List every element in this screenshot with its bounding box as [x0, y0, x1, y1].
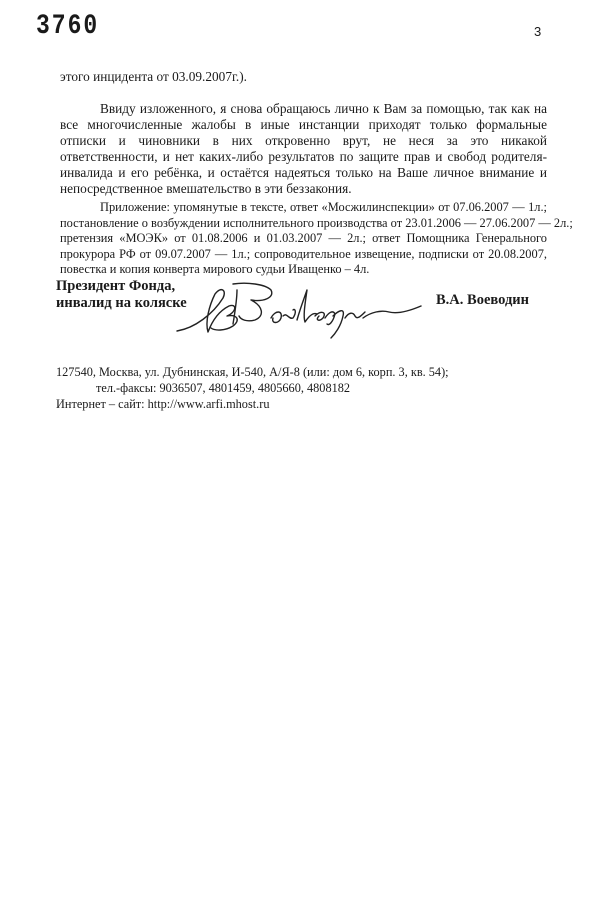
- paragraph-attachments: [60, 200, 573, 278]
- phone-fax: тел.-факсы: 9036507, 4801459, 4805660, 4808182: [96, 381, 351, 395]
- paragraph-line: все многочисленные жалобы в иные инстанции приходят только формальные: [60, 117, 547, 132]
- contact-block: [56, 364, 449, 412]
- paragraph-line: отписки и чиновники в них откровенно врут, не неся за это никакой: [60, 133, 547, 148]
- paragraph-line: инвалида и его ребёнка, и остаётся надеяться только на Ваше личное внимание и: [60, 165, 547, 180]
- paragraph-line: ответственности, и нет каких-либо результатов по защите прав и свобод родителя-: [60, 149, 547, 164]
- signatory-title-line: Президент Фонда,: [56, 278, 176, 294]
- postal-address: 127540, Москва, ул. Дубнинская, И-540, А/Я-8 (или: дом 6, корп. 3, кв. 54);: [56, 365, 449, 379]
- website: Интернет – сайт: http://www.arfi.mhost.ru: [56, 397, 270, 411]
- paragraph-request: [60, 101, 547, 197]
- attachment-line: прокурора РФ от 09.07.2007 — 1л.; сопроводительное извещение, подписки от 20.08.2007,: [60, 246, 547, 261]
- handwritten-signature: [175, 276, 430, 346]
- signatory-name: В.А. Воеводин: [436, 292, 529, 308]
- attachment-line: Приложение: упомянутые в тексте, ответ «Мосжилинспекции» от 07.06.2007 — 1л.;: [100, 200, 547, 214]
- signatory-title: [56, 278, 187, 312]
- page-number: 3: [534, 24, 542, 39]
- paragraph-line: Ввиду изложенного, я снова обращаюсь лично к Вам за помощью, так как на: [100, 101, 547, 116]
- lead-line: этого инцидента от 03.09.2007г.).: [60, 69, 248, 84]
- paragraph-line: непосредственное вмешательство в эти беззакония.: [60, 181, 352, 196]
- attachment-line: претензия «МОЭК» от 01.08.2006 и 01.03.2007 — 2л.; ответ Помощника Генерального: [60, 231, 547, 245]
- attachment-line: постановление о возбуждении исполнительного производства от 23.01.2006 — 27.06.2007 — 2л.;: [60, 215, 573, 230]
- attachment-line: повестка и копия конверта мирового судьи Иващенко – 4л.: [60, 262, 370, 276]
- signatory-title-line: инвалид на коляске: [56, 295, 187, 311]
- document-number: 3760: [36, 10, 100, 42]
